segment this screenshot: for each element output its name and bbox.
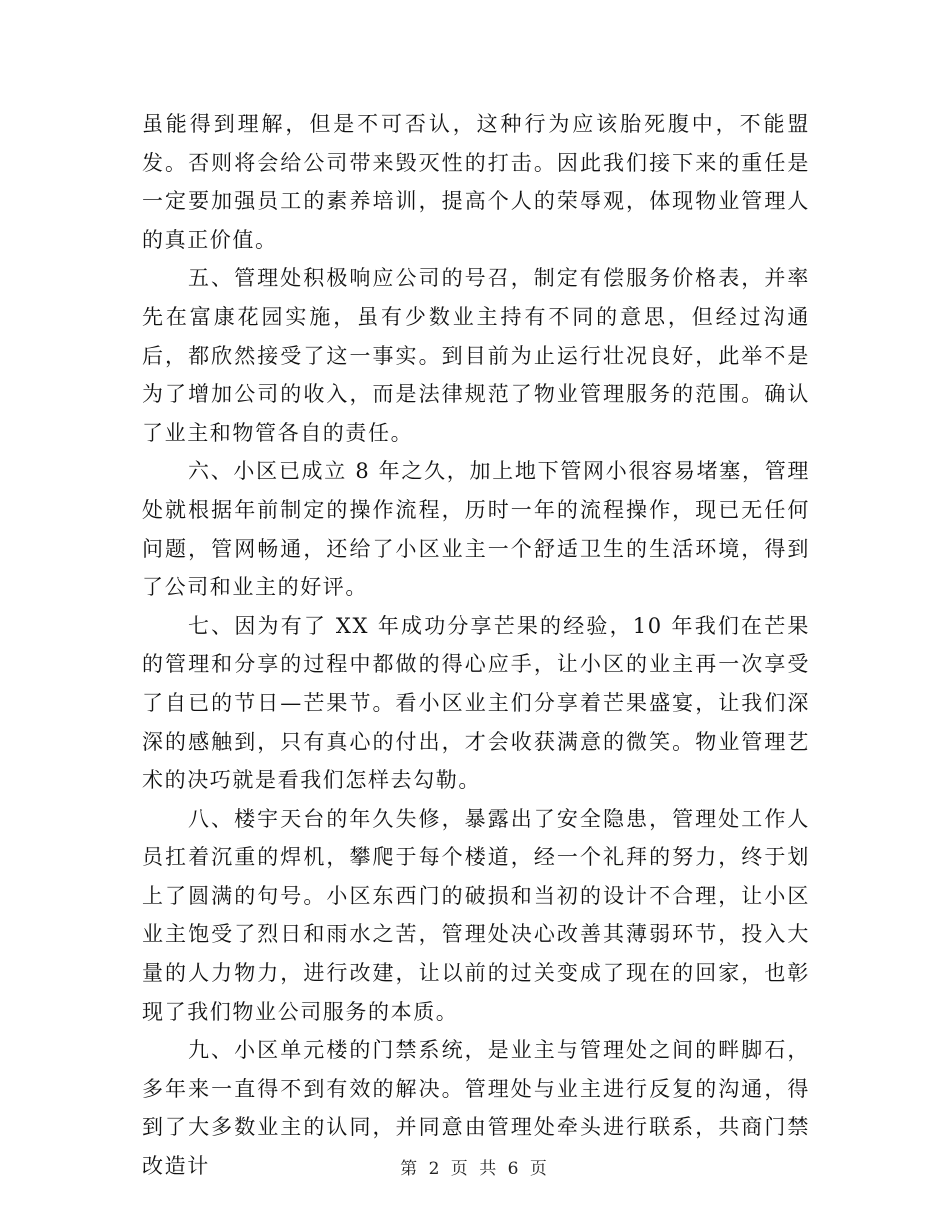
paragraph-item-5: 五、管理处积极响应公司的号召，制定有偿服务价格表，并率先在富康花园实施，虽有少数业主持有不同的意思，但经过沟通后，都欣然接受了这一事实。到目前为止运行壮况良好，此举不是为了增加公司的收入，而是法律规范了物业管理服务的范围。确认了业主和物管各自的责任。 [142, 266, 810, 445]
paragraph-item-7: 七、因为有了 XX 年成功分享芒果的经验，10 年我们在芒果的管理和分享的过程中都做的得心应手，让小区的业主再一次享受了自已的节日—芒果节。看小区业主们分享着芒果盛宴，让我们深深的感触到，只有真心的付出，才会收获满意的微笑。物业管理艺术的决巧就是看我们怎样去勾勒。 [142, 613, 810, 793]
paragraph-item-9: 九、小区单元楼的门禁系统，是业主与管理处之间的畔脚石，多年来一直得不到有效的解决。管理处与业主进行反复的沟通，得到了大多数业主的认同，并同意由管理处牵头进行联系，共商门禁改造计 [142, 1038, 810, 1179]
paragraph-item-8: 八、楼宇天台的年久失修，暴露出了安全隐患，管理处工作人员扛着沉重的焊机，攀爬于每个楼道，经一个礼拜的努力，终于划上了圆满的句号。小区东西门的破损和当初的设计不合理，让小区业主饱受了烈日和雨水之苦，管理处决心改善其薄弱环节，投入大量的人力物力，进行改建，让以前的过关变成了现在的回家，也彰现了我们物业公司服务的本质。 [142, 806, 810, 1024]
paragraph-continued: 虽能得到理解，但是不可否认，这种行为应该胎死腹中，不能盟发。否则将会给公司带来毁灭性的打击。因此我们接下来的重任是一定要加强员工的素养培训，提高个人的荣辱观，体现物业管理人的真正价值。 [142, 112, 810, 252]
paragraph-item-6: 六、小区已成立 8 年之久，加上地下管网小很容易堵塞，管理处就根据年前制定的操作流程，历时一年的流程操作，现已无任何问题，管网畅通，还给了小区业主一个舒适卫生的生活环境，得到了公司和业主的好评。 [142, 459, 810, 600]
page-number-footer: 第 2 页 共 6 页 [400, 1159, 550, 1179]
document-body [142, 105, 810, 1186]
